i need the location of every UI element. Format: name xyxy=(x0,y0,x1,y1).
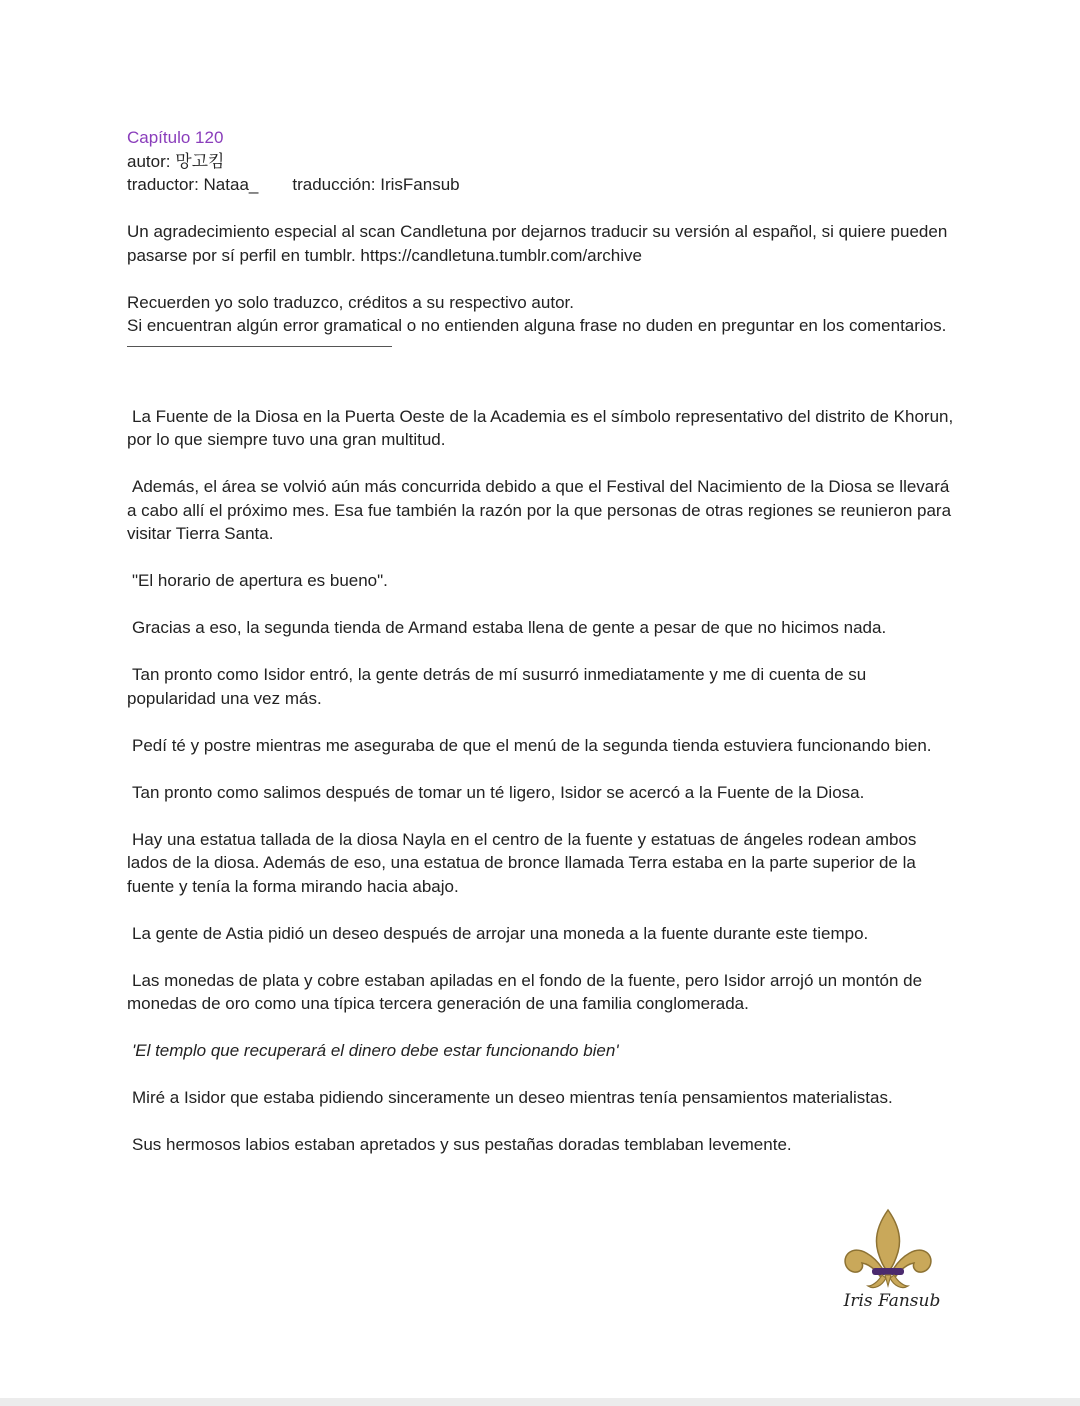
body-paragraph: Gracias a eso, la segunda tienda de Armand estaba llena de gente a pesar de que no hicimos nada. xyxy=(132,618,887,637)
bottom-edge xyxy=(0,1398,1080,1406)
body-paragraph: Hay una estatua tallada de la diosa Nayla en el centro de la fuente y estatuas de ángeles rodean ambos lados de la diosa. Además de eso, una estatua de bronce llamada Terra estaba en la parte superior de la fuente y tenía la forma mirando hacia abajo. xyxy=(127,829,917,896)
body-paragraph: Las monedas de plata y cobre estaban apiladas en el fondo de la fuente, pero Isidor arrojó un montón de monedas de oro como una típica tercera generación de una familia conglomerada. xyxy=(127,970,923,1013)
logo-text: Iris Fansub xyxy=(843,1291,941,1311)
document-content xyxy=(127,126,959,1180)
translator-text: traductor: Nataa_ xyxy=(127,175,259,194)
body-paragraph: Sus hermosos labios estaban apretados y sus pestañas doradas temblaban levemente. xyxy=(132,1135,792,1154)
body-paragraph: Tan pronto como Isidor entró, la gente detrás de mí susurró inmediatamente y me di cuenta de su popularidad una vez más. xyxy=(127,665,867,708)
translation-text: traducción: IrisFansub xyxy=(292,175,460,194)
body-paragraph: La Fuente de la Diosa en la Puerta Oeste de la Academia es el símbolo representativo del distrito de Khorun, por lo que siempre tuvo una gran multitud. xyxy=(127,406,954,449)
chapter-title: Capítulo 120 xyxy=(127,128,224,147)
author-line: autor: 망고킴 xyxy=(127,151,225,171)
body-paragraph: La gente de Astia pidió un deseo después de arrojar una moneda a la fuente durante este tiempo. xyxy=(132,923,869,943)
body-paragraph-thought: 'El templo que recuperará el dinero debe estar funcionando bien' xyxy=(132,1041,619,1060)
translator-line xyxy=(127,173,959,197)
body-paragraph: Pedí té y postre mientras me aseguraba de que el menú de la segunda tienda estuviera funcionando bien. xyxy=(132,735,932,755)
body-paragraph: Además, el área se volvió aún más concurrida debido a que el Festival del Nacimiento de la Diosa se llevará a cabo allí el próximo mes. Esa fue también la razón por la que personas de otras regiones se reunieron para visitar Tierra Santa. xyxy=(127,477,952,543)
credits-line-1: Recuerden yo solo traduzco, créditos a su respectivo autor. xyxy=(127,292,574,312)
thanks-note: Un agradecimiento especial al scan Candletuna por dejarnos traducir su versión al español, si quiere pueden pasarse por sí perfil en tumblr. https://candletuna.tumblr.com/archive xyxy=(127,222,948,265)
body-paragraph: Tan pronto como salimos después de tomar un té ligero, Isidor se acercó a la Fuente de la Diosa. xyxy=(132,782,865,802)
body-paragraph: Miré a Isidor que estaba pidiendo sinceramente un deseo mientras tenía pensamientos materialistas. xyxy=(132,1088,893,1107)
section-divider xyxy=(127,346,392,347)
body-paragraph: "El horario de apertura es bueno". xyxy=(132,571,388,590)
credits-line-2: Si encuentran algún error gramatical o no entienden alguna frase no duden en preguntar en los comentarios. xyxy=(127,316,947,335)
